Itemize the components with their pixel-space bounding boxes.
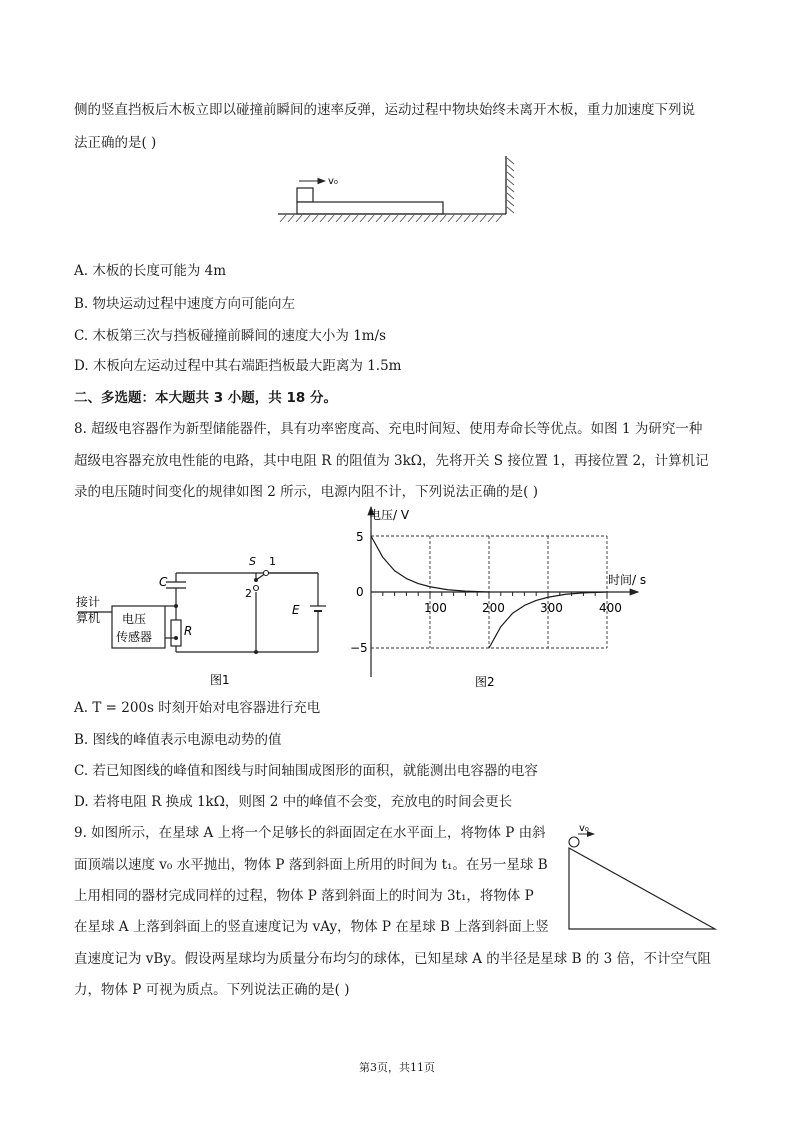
q9-line-4: 在星球 A 上落到斜面上的竖直速度记为 vAy，物体 P 在星球 B 上落到斜面上竖 (74, 919, 549, 935)
q9-line-1: 9. 如图所示，在星球 A 上将一个足够长的斜面固定在水平面上，将物体 P 由斜 (74, 825, 546, 841)
q8-line-3: 录的电压随时间变化的规律如图 2 所示，电源内阻不计，下列说法正确的是( ) (74, 484, 538, 500)
figure-1-caption: 图1 (210, 673, 230, 687)
switch-pivot (254, 578, 258, 582)
slope-figure (560, 820, 725, 935)
label-2: 2 (245, 587, 252, 600)
q8-option-d: D. 若将电阻 R 换成 1kΩ，则图 2 中的峰值不会变，充放电的时间会更长 (74, 794, 513, 810)
q8-option-b: B. 图线的峰值表示电源电动势的值 (74, 732, 282, 748)
q7-option-a: A. 木板的长度可能为 4m (74, 263, 227, 279)
x-axis-label: 时间/ s (608, 573, 647, 587)
label-sensor-2: 传感器 (116, 630, 153, 644)
intro-line-2: 法正确的是( ) (74, 135, 157, 151)
intro-line-1: 侧的竖直挡板后木板立即以碰撞前瞬间的速率反弹，运动过程中物块始终未离开木板，重力加速度下列说 (74, 102, 695, 118)
label-computer-1: 接计 (76, 595, 101, 609)
label-sensor-1: 电压 (122, 612, 147, 626)
q7-option-d: D. 木板向左运动过程中其右端距挡板最大距离为 1.5m (74, 358, 402, 374)
q9-line-2: 面顶端以速度 v₀ 水平抛出，物体 P 落到斜面上所用的时间为 t₁。在另一星球 B (74, 857, 548, 873)
section-heading: 二、多选题：本大题共 3 小题，共 18 分。 (74, 390, 337, 406)
q8-option-c: C. 若已知图线的峰值和图线与时间轴围成图形的面积，就能测出电容器的电容 (74, 763, 538, 779)
object-p (569, 837, 579, 847)
x-tick-100: 100 (424, 601, 447, 615)
q9-line-5: 直速度记为 vBy。假设两星球均为质量分布均匀的球体，已知星球 A 的半径是星球 B 的 3 倍，不计空气阻 (74, 951, 711, 967)
velocity-label-slope: v₀ (579, 823, 589, 834)
page-footer: 第3页，共11页 (359, 1061, 435, 1074)
q9-line-6: 力，物体 P 可视为质点。下列说法正确的是( ) (74, 982, 350, 998)
board-figure (270, 150, 530, 235)
x-tick-400: 400 (599, 601, 622, 615)
q7-option-b: B. 物块运动过程中速度方向可能向左 (74, 296, 296, 312)
resistor (171, 620, 181, 646)
label-computer-2: 算机 (76, 611, 101, 625)
label-e: E (292, 603, 300, 617)
inclined-plane (569, 848, 715, 929)
x-tick-300: 300 (540, 601, 563, 615)
q8-line-1: 8. 超级电容器作为新型储能器件，具有功率密度高、充电时间短、使用寿命长等优点。如图 1 为研究一种 (74, 421, 703, 437)
x-tick-200: 200 (482, 601, 505, 615)
circuit-figure (70, 548, 340, 693)
wood-board (297, 202, 443, 214)
label-s: S (249, 555, 256, 568)
switch-contact-1 (264, 571, 269, 576)
voltage-time-chart (340, 503, 650, 693)
x-minor-ticks (371, 592, 607, 598)
y-axis-label: 电压/ V (369, 508, 410, 522)
q7-option-c: C. 木板第三次与挡板碰撞前瞬间的速度大小为 1m/s (74, 328, 387, 344)
label-r: R (184, 624, 193, 638)
label-1: 1 (269, 555, 276, 568)
figure-2-caption: 图2 (475, 675, 495, 689)
wall-hatch (507, 158, 514, 213)
y-tick-0: 0 (356, 585, 364, 599)
y-tick-5: 5 (356, 530, 364, 544)
y-tick-minus-5: −5 (350, 641, 368, 655)
label-c: C (159, 575, 168, 589)
q8-option-a: A. T = 200s 时刻开始对电容器进行充电 (74, 700, 321, 716)
velocity-label: v₀ (328, 176, 338, 187)
q9-line-3: 上用相同的器材完成同样的过程，物体 P 落到斜面上的时间为 3t₁，将物体 P (74, 888, 534, 904)
q8-line-2: 超级电容器充放电性能的电路，其中电阻 R 的阻值为 3kΩ，先将开关 S 接位置 1，再接位置 2，计算机记 (74, 453, 709, 469)
block (297, 188, 313, 202)
ground-hatch (280, 215, 502, 222)
switch-contact-2 (254, 586, 259, 591)
